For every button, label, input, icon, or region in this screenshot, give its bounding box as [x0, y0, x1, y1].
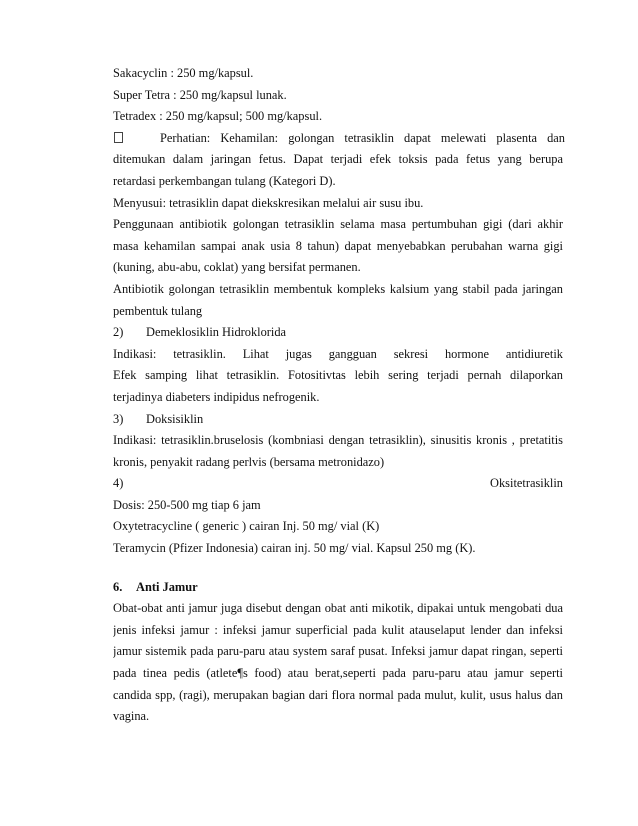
text-line: Oxytetracycline ( generic ) cairan Inj. 50 mg/ vial (K): [113, 519, 380, 534]
list-item-2: [113, 322, 563, 344]
list-item-3: [113, 409, 563, 431]
text-line: Efek samping lihat tetrasiklin. Fotositivtas lebih sering terjadi pernah dilaporkan: [113, 368, 563, 383]
text-line: (kuning, abu-abu, coklat) yang bersifat permanen.: [113, 260, 361, 275]
list-item-4: [113, 473, 563, 495]
list-label: Demeklosiklin Hidroklorida: [146, 325, 287, 340]
text-line: kronis, penyakit radang perlvis (bersama metronidazo): [113, 454, 385, 469]
text-line: Perhatian: Kehamilan: golongan tetrasiklin dapat melewati plasenta dan: [160, 130, 565, 145]
list-label: Oksitetrasiklin: [490, 476, 563, 491]
document-page: [113, 63, 563, 728]
section-gap: [113, 560, 563, 577]
text-line: retardasi perkembangan tulang (Kategori D).: [113, 173, 336, 188]
text-line: Penggunaan antibiotik golongan tetrasiklin selama masa pertumbuhan gigi (dari akhir: [113, 217, 563, 232]
text-line: Indikasi: tetrasiklin. Lihat jugas gangguan sekresi hormone antidiuretik: [113, 346, 563, 361]
text-line: Menyusui: tetrasiklin dapat diekskresikan melalui air susu ibu.: [113, 195, 424, 210]
text-line: Dosis: 250-500 mg tiap 6 jam: [113, 497, 261, 512]
missing-glyph-box-icon: [114, 132, 123, 143]
paragraph-line: vagina.: [113, 709, 150, 724]
text-line: Antibiotik golongan tetrasiklin membentuk kompleks kalsium yang stabil pada jaringan: [113, 281, 563, 296]
text-line: Indikasi: tetrasiklin.bruselosis (kombniasi dengan tetrasiklin), sinusitis kronis , pretatitis: [113, 433, 563, 448]
paragraph-line: jenis infeksi jamur : infeksi jamur superficial pada kulit atauselaput lender dan infeksi: [113, 622, 563, 637]
section-heading: [113, 577, 563, 599]
list-number: 3): [113, 411, 124, 426]
paragraph-line: candida spp, (ragi), merupakan bagian dari flora normal pada mulut, kulit, usus halus dan: [113, 687, 563, 702]
text-line: Sakacyclin : 250 mg/kapsul.: [113, 66, 254, 80]
text-line: masa kehamilan sampai anak usia 8 tahun) dapat menyebabkan perubahan warna gigi: [113, 238, 563, 253]
section-number: 6.: [113, 579, 123, 594]
list-number: 2): [113, 325, 124, 340]
section-title: Anti Jamur: [136, 579, 198, 594]
text-line: Super Tetra : 250 mg/kapsul lunak.: [113, 87, 287, 102]
text-line: pembentuk tulang: [113, 303, 203, 318]
text-line-with-bullet: [113, 128, 563, 150]
text-line: Teramycin (Pfizer Indonesia) cairan inj. 50 mg/ vial. Kapsul 250 mg (K).: [113, 541, 476, 556]
text-line: Tetradex : 250 mg/kapsul; 500 mg/kapsul.: [113, 109, 323, 124]
text-line: ditemukan dalam jaringan fetus. Dapat terjadi efek toksis pada fetus yang berupa: [113, 152, 563, 167]
text-line: terjadinya diabeters indipidus nefrogenik.: [113, 389, 320, 404]
list-number: 4): [113, 476, 124, 491]
list-label: Doksisiklin: [146, 411, 204, 426]
paragraph-line: jamur sistemik pada paru-paru atau system saraf pusat. Infeksi jamur dapat ringan, seperti: [113, 644, 563, 659]
paragraph-line: Obat-obat anti jamur juga disebut dengan obat anti mikotik, dipakai untuk mengobati dua: [113, 601, 563, 616]
paragraph-line: pada tinea pedis (atlete¶s food) atau berat,seperti pada paru-paru atau jamur seperti: [113, 666, 563, 681]
